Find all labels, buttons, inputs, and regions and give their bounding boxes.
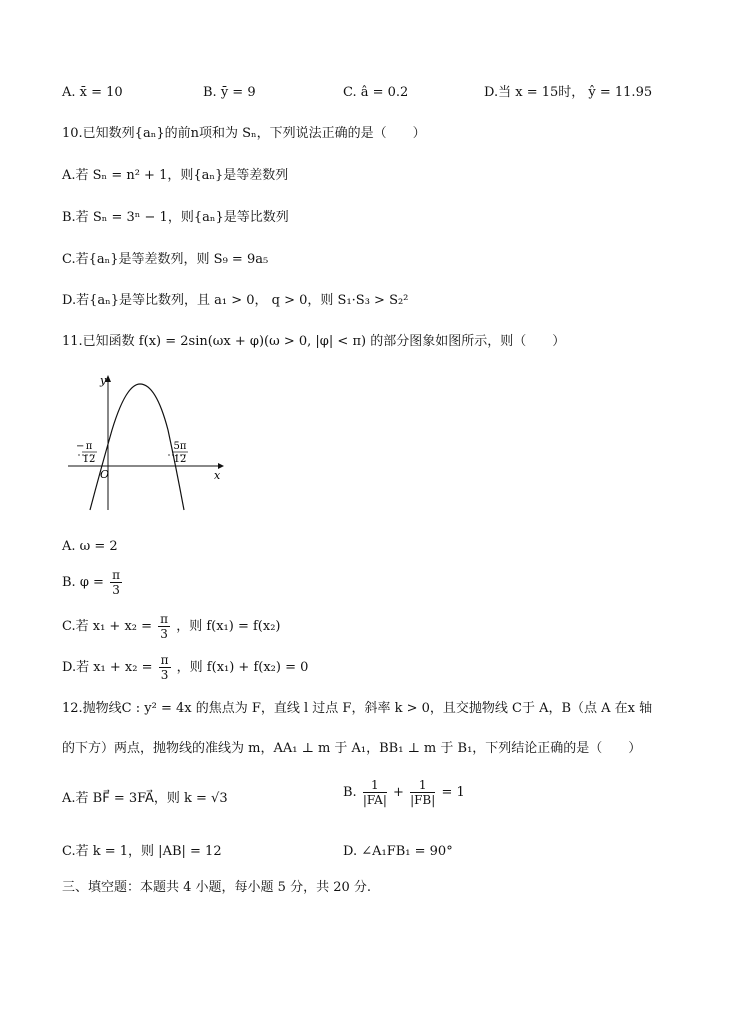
- fraction-numerator: 1: [410, 778, 435, 793]
- q11-option-d-fraction: [159, 653, 171, 682]
- q11-option-c-fraction: [158, 612, 170, 641]
- q12-option-a: A.若 BF⃗ = 3FA⃗，则 k = √3: [62, 791, 228, 806]
- q12-option-b-plus: +: [393, 785, 404, 800]
- q11-option-c-prefix: C.若 x₁ + x₂ =: [62, 619, 153, 634]
- q11-function-graph: [60, 372, 230, 514]
- q11-option-b-fraction: [110, 568, 122, 597]
- fraction-denominator: |FB|: [410, 793, 436, 807]
- q11-option-c-suffix: ，则 f(x₁) = f(x₂): [176, 619, 281, 634]
- q12-option-b-fraction-1: [363, 778, 387, 807]
- fraction-numerator: π: [160, 612, 169, 626]
- q12-option-b-prefix: B.: [343, 785, 357, 800]
- q10-option-c: C.若{aₙ}是等差数列，则 S₉ = 9a₅: [62, 252, 269, 267]
- q12-option-b-fraction-2: [410, 778, 435, 807]
- q12-option-b: [343, 778, 465, 807]
- q9-option-b: B. ȳ = 9: [203, 85, 256, 100]
- fraction-denominator: 3: [112, 583, 120, 597]
- right-tick-numerator: 5π: [173, 441, 187, 452]
- q12-option-b-suffix: = 1: [441, 785, 465, 800]
- x-axis-label: x: [214, 469, 221, 482]
- q11-option-d: [62, 653, 308, 682]
- q11-option-a: A. ω = 2: [62, 539, 118, 554]
- q11-option-d-suffix: ，则 f(x₁) + f(x₂) = 0: [176, 660, 309, 675]
- q11-option-d-prefix: D.若 x₁ + x₂ =: [62, 660, 153, 675]
- q11-stem: 11.已知函数 f(x) = 2sin(ωx + φ)(ω > 0, |φ| < π) 的部分图象如图所示，则（ ）: [62, 334, 566, 349]
- left-tick-minus: −: [76, 441, 85, 452]
- origin-label: O: [100, 468, 110, 481]
- q10-option-a: A.若 Sₙ = n² + 1，则{aₙ}是等差数列: [62, 168, 289, 183]
- q11-option-b: [62, 568, 124, 597]
- fraction-numerator: π: [112, 568, 120, 582]
- q11-option-c: [62, 612, 281, 641]
- q10-option-b: B.若 Sₙ = 3ⁿ − 1，则{aₙ}是等比数列: [62, 210, 289, 225]
- y-axis-label: y: [100, 374, 107, 387]
- q12-stem-line2: 的下方）两点，抛物线的准线为 m，AA₁ ⊥ m 于 A₁，BB₁ ⊥ m 于 B₁，下列结论正确的是（ ）: [62, 741, 642, 756]
- fraction-numerator: π: [160, 653, 169, 667]
- sine-curve: [90, 384, 184, 510]
- q10-stem: 10.已知数列{aₙ}的前n项和为 Sₙ，下列说法正确的是（ ）: [62, 126, 426, 141]
- fraction-denominator: |FA|: [362, 793, 387, 807]
- fraction-denominator: 3: [160, 627, 168, 641]
- q12-stem-line1: 12.抛物线C : y² = 4x 的焦点为 F，直线 l 过点 F，斜率 k > 0，且交抛物线 C于 A，B（点 A 在x 轴: [62, 701, 653, 716]
- left-tick-numerator: π: [85, 441, 93, 452]
- fraction-denominator: 3: [160, 668, 169, 682]
- section-3-heading: 三、填空题：本题共 4 小题，每小题 5 分，共 20 分.: [62, 880, 372, 895]
- left-tick-denominator: 12: [82, 454, 96, 465]
- q9-option-c: C. â = 0.2: [343, 85, 409, 100]
- q12-option-c: C.若 k = 1，则 |AB| = 12: [62, 844, 222, 859]
- q9-option-a: A. x̄ = 10: [62, 85, 123, 100]
- q11-option-b-prefix: B. φ =: [62, 575, 104, 590]
- q12-option-d: D. ∠A₁FB₁ = 90°: [343, 844, 453, 859]
- fraction-numerator: 1: [363, 778, 387, 793]
- q9-option-d: D.当 x = 15时， ŷ = 11.95: [484, 85, 653, 100]
- q10-option-d: D.若{aₙ}是等比数列，且 a₁ > 0， q > 0，则 S₁·S₃ > S₂²: [62, 293, 409, 308]
- right-tick-denominator: 12: [173, 454, 187, 465]
